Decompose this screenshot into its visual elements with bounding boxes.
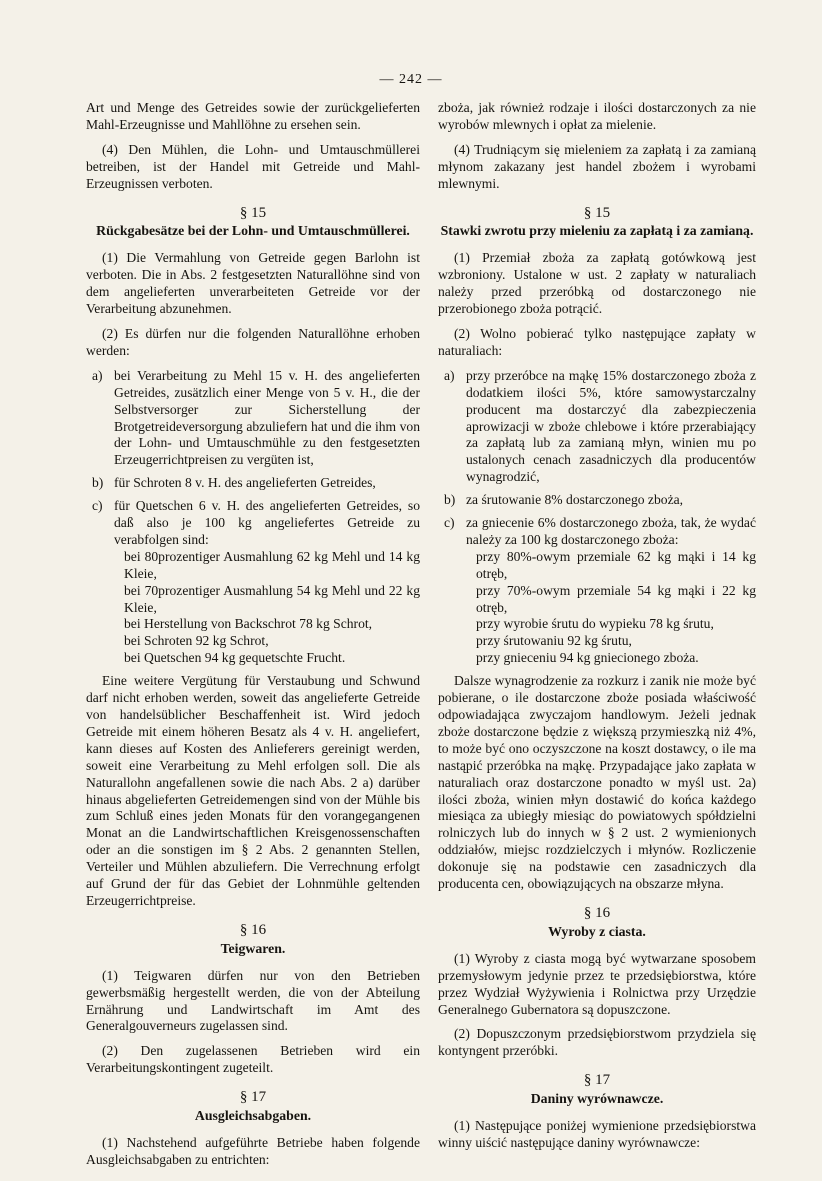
de-s17-paragraph-1: (1) Nachstehend aufgeführte Betriebe haben folgende Ausgleichsabgaben zu entrichten:	[86, 1134, 420, 1167]
pl-s15-paragraph-3: Dalsze wynagrodzenie za rozkurz i zanik nie może być pobierane, o ile dostarczone zboże posiada właściwość odpowiadająca zwyczajom handlowym. Jeżeli jednak zboże dostarczone będzie z większą przymieszką niż 4%, to może być ono oczyszczone na koszt dostawcy, o ile ma nastąpić przeróbka na mąkę. Przypadające jako zapłata w naturaliach oraz dostarczone ponadto w myśl ust. 2a) ilości zboża, winien młyn dostawić do końca każdego miesiąca za ubiegły miesiąc do powiatowych spółdzielni rolniczych lub do innych w § 2 ust. 2 wymienionych oddziałów, miejsc rozdzielczych i młynów. Rozliczenie dokonuje się na podstawie cen zasadniczych dla producenta cen, obowiązujących na obszarze młyna.	[438, 673, 756, 892]
de-s15-list	[86, 368, 420, 667]
de-paragraph-4: (4) Den Mühlen, die Lohn- und Umtauschmüllerei betreiben, ist der Handel mit Getreide und Mahl-Erzeugnissen verboten.	[86, 141, 420, 191]
sublist-line: przy gnieceniu 94 kg gniecionego zboża.	[476, 650, 699, 666]
pl-s16-paragraph-2: (2) Dopuszczonym przedsiębiorstwom przydziela się kontyngent przeróbki.	[438, 1026, 756, 1059]
sublist-line: bei Quetschen 94 kg gequetschte Frucht.	[124, 650, 346, 666]
de-s15-paragraph-3: Eine weitere Vergütung für Verstaubung und Schwund darf nicht erhoben werden, soweit das angelieferte Getreide von handelsüblicher Beschaffenheit ist. Wird jedoch Getreide mit einem höheren Besatz als 4 v. H. angeliefert, kann dieses auf Kosten des Anlieferers gereinigt werden, soweit eine Verarbeitung zu Mehl erfolgen soll. Die als Naturallohn angefallenen sowie die nach Abs. 2 a) darüber hinaus abgelieferten Getreidemengen sind von der Mühle bis zum Schluß eines jeden Monats für den vorangegangenen Monat an die Landwirtschaftlichen Kreisgenossenschaften oder an die sonstigen im § 2 Abs. 2 genannten Stellen, Verteiler und Mühlen abzuliefern. Die Verrechnung erfolgt auf Grund der für das Gebiet der Lohnmühle geltenden Erzeugerrichtpreise.	[86, 673, 420, 908]
list-item	[86, 368, 420, 469]
list-item	[438, 515, 756, 667]
de-paragraph-intro: Art und Menge des Getreides sowie der zurückgelieferten Mahl-Erzeugnisse und Mahllöhne zu ersehen sein.	[86, 100, 420, 132]
pl-s15-list	[438, 368, 756, 667]
page-number: — 242 —	[379, 72, 443, 87]
list-text	[466, 515, 756, 667]
de-section-17-title: Ausgleichsabgaben.	[194, 1108, 312, 1124]
de-section-16-number: § 16	[239, 921, 267, 938]
sublist-line: przy śrutowaniu 92 kg śrutu,	[476, 633, 632, 649]
list-text: für Schroten 8 v. H. des angelieferten Getreides,	[114, 475, 376, 491]
list-item	[438, 368, 756, 486]
list-text: bei Verarbeitung zu Mehl 15 v. H. des angelieferten Getreides, zusätzlich einer Menge von 5 v. H., die der Selbstversorger zur Sicherstellung der Brotgetreideversorgung abzuliefern hat und die ihm von der Lohn- und Umtauschmühle zu den festgesetzten Erzeugerrichtpreisen zu vergüten ist,	[114, 367, 420, 468]
pl-section-15-number: § 15	[583, 204, 611, 221]
pl-section-17-title: Daniny wyrównawcze.	[530, 1091, 664, 1107]
sublist-line: przy 80%-owym przemiale 62 kg mąki i 14 kg otręb,	[476, 548, 756, 581]
sublist-line: przy wyrobie śrutu do wypieku 78 kg śrutu,	[476, 616, 714, 632]
pl-paragraph-4: (4) Trudniącym się mieleniem za zapłatą i za zamianą młynom zakazany jest handel zbożem i wyrobami mlewnymi.	[438, 141, 756, 191]
de-s15-paragraph-2: (2) Es dürfen nur die folgenden Naturallöhne erhoben werden:	[86, 325, 420, 358]
list-label: c)	[444, 515, 455, 531]
de-section-16-title: Teigwaren.	[220, 940, 286, 956]
list-label: b)	[444, 492, 456, 508]
list-label: a)	[92, 367, 103, 383]
list-label: c)	[92, 498, 103, 514]
polish-column	[438, 100, 756, 1160]
list-label: b)	[92, 475, 104, 491]
de-s15-paragraph-1: (1) Die Vermahlung von Getreide gegen Barlohn ist verboten. Die in Abs. 2 festgesetzten Naturallöhne sind von dem angelieferten unverarbeiteten Getreide vor der Verarbeitung abzunehmen.	[86, 250, 420, 317]
list-text: przy przeróbce na mąkę 15% dostarczonego zboża z dodatkiem ilości 5%, które samowystarczalny producent ma dostarczyć dla zabezpieczenia aprowizacji w zboże chlebowe i które przerabiający za zapłatą lub za zamianą młyn, winien mu po ustalonych cenach zasadniczych dla producentów wynagrodzić,	[466, 367, 756, 485]
list-item	[86, 475, 420, 492]
sublist-line: bei Schroten 92 kg Schrot,	[124, 633, 269, 649]
pl-s16-paragraph-1: (1) Wyroby z ciasta mogą być wytwarzane sposobem przemysłowym jedynie przez te przedsiębiorstwa, które przez Wydział Wyżywienia i Rolnictwa przy Urzędzie Generalnego Gubernatora są dopuszczone.	[438, 950, 756, 1017]
pl-section-16-title: Wyroby z ciasta.	[548, 923, 646, 939]
german-column	[86, 100, 420, 1177]
de-s16-paragraph-2: (2) Den zugelassenen Betrieben wird ein Verarbeitungskontingent zugeteilt.	[86, 1043, 420, 1076]
list-text: za śrutowanie 8% dostarczonego zboża,	[466, 492, 684, 508]
sublist-line: bei 70prozentiger Ausmahlung 54 kg Mehl und 22 kg Kleie,	[124, 582, 420, 615]
pl-paragraph-intro: zboża, jak również rodzaje i ilości dostarczonych za nie wyrobów mlewnych i opłat za mielenie.	[438, 100, 756, 132]
de-section-17-number: § 17	[239, 1089, 267, 1106]
sublist-line: bei Herstellung von Backschrot 78 kg Schrot,	[124, 616, 373, 632]
list-label: a)	[444, 367, 455, 383]
list-text-main: za gniecenie 6% dostarczonego zboża, tak, że wydać należy za 100 kg dostarczonego zboża:	[466, 515, 756, 547]
de-s16-paragraph-1: (1) Teigwaren dürfen nur von den Betrieben gewerbsmäßig hergestellt werden, die von der Abteilung Ernährung und Landwirtschaft im Amt des Generalgouverneurs zugelassen sind.	[86, 967, 420, 1034]
sublist-line: bei 80prozentiger Ausmahlung 62 kg Mehl und 14 kg Kleie,	[124, 548, 420, 581]
list-text	[114, 498, 420, 667]
pl-s17-paragraph-1: (1) Następujące poniżej wymienione przedsiębiorstwa winny uiścić następujące daniny wyrównawcze:	[438, 1118, 756, 1150]
de-section-15-number: § 15	[239, 204, 267, 221]
pl-section-15-title: Stawki zwrotu przy mieleniu za zapłatą i za zamianą.	[440, 223, 754, 239]
pl-s15-paragraph-2: (2) Wolno pobierać tylko następujące zapłaty w naturaliach:	[438, 325, 756, 358]
pl-section-17-number: § 17	[583, 1072, 611, 1089]
pl-section-16-number: § 16	[583, 904, 611, 921]
list-text-main: für Quetschen 6 v. H. des angelieferten Getreides, so daß also je 100 kg angeliefertes Getreide zu verabfolgen sind:	[114, 498, 420, 547]
pl-s15-paragraph-1: (1) Przemiał zboża za zapłatą gotówkową jest wzbroniony. Ustalone w ust. 2 zapłaty w naturaliach należy przed przeróbką od dostarczonego nie przerobionego zboża potrącić.	[438, 250, 756, 317]
de-section-15-title: Rückgabesätze bei der Lohn- und Umtauschmüllerei.	[96, 223, 410, 239]
list-item	[86, 498, 420, 667]
list-item	[438, 492, 756, 509]
sublist-line: przy 70%-owym przemiale 54 kg mąki i 22 kg otręb,	[476, 582, 756, 615]
